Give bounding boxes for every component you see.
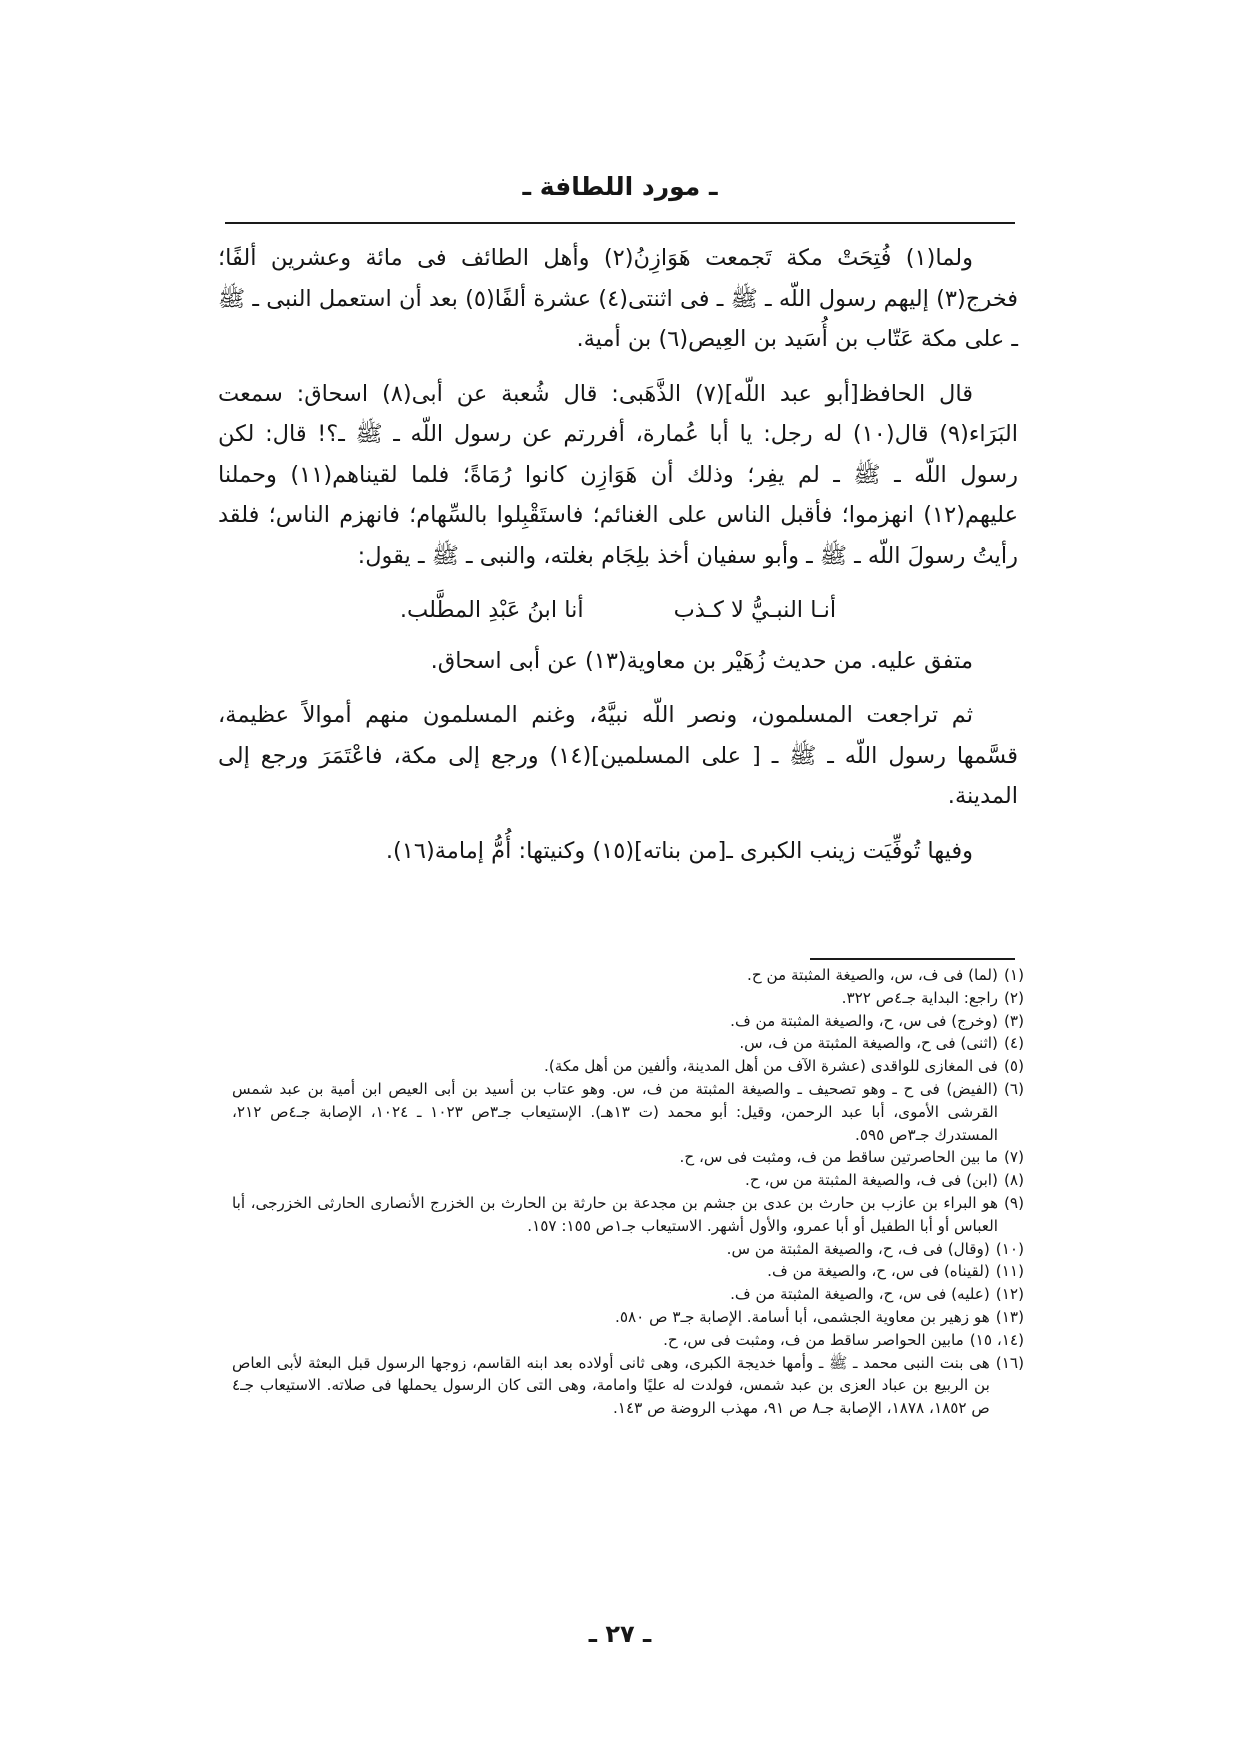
footnote-number: (١٦) [995,1353,1024,1372]
footnote-8 [232,1169,1024,1192]
footnote-text: هو زهير بن معاوية الجشمى، أبا أسامة. الإصابة جـ٣ ص ٥٨٠. [615,1307,990,1326]
footnote-text: (عليه) فى س، ح، والصيغة المثبتة من ف. [730,1285,990,1304]
footnote-text: (ابن) فى ف، والصيغة المثبتة من س، ح. [745,1171,998,1190]
footnote-number: (٤) [1003,1034,1024,1053]
footnote-number: (١٤، ١٥) [969,1330,1024,1349]
paragraph-5: وفيها تُوفِّيَت زينب الكبرى ـ[من بناته](١٥) وكنيتها: أُمُّ إمامة(١٦). [385,837,973,864]
footnote-10 [232,1238,1024,1261]
footnote-text: هو البراء بن عازب بن حارث بن عدى بن جشم بن مجدعة بن حارثة بن الحارث بن الخزرج الأنصارى الحارثى الخزرجى، أبا العباس أو أبا الطفيل أو أبا عمرو، والأول أشهر. الاستيعاب جـ١ص ١٥٥: ١٥٧. [232,1193,998,1235]
footnote-12 [232,1283,1024,1306]
verse-hemistich-left: أنا ابنُ عَبْدِ المطَّلب. [399,597,584,623]
footnote-number: (١) [1003,966,1024,984]
page-number: ـ ٢٧ ـ [588,1620,652,1648]
footnote-number: (١٣) [995,1307,1024,1326]
footnote-divider [810,958,1015,960]
verse-line [218,590,1018,631]
footnote-11 [232,1260,1024,1283]
footnote-9 [232,1192,1024,1238]
footnote-text: فى المغازى للواقدى (عشرة الآف من أهل المدينة، وألفين من أهل مكة). [544,1057,998,1076]
footnote-number: (١٠) [995,1239,1024,1258]
footnote-text: هى بنت النبى محمد ـ ﷺ ـ وأمها خديجة الكبرى، وهى ثانى أولاده بعد ابنه القاسم، زوجها الرسول قبل البعثة لأبى العاص بن الربيع بن عباد العزى بن عبد شمس، فولدت له عليًا وامامة، وهى التى كان الرسول يحملها فى صلاته. الاستيعاب جـ٤ ص ١٨٥٢، ١٨٧٨، الإصابة جـ٨ ص ٩١، مهذب الروضة ص ١٤٣. [232,1353,990,1418]
footnote-text: (لقيناه) فى س، ح، والصيغة من ف. [767,1262,990,1281]
header-divider [225,222,1015,224]
footnote-14-15 [232,1329,1024,1352]
footnote-text: ما بين الحاصرتين ساقط من ف، ومثبت فى س، ح. [679,1148,998,1167]
footnote-number: (٢) [1003,988,1024,1007]
footnote-text: (اثنى) فى ح، والصيغة المثبتة من ف، س. [739,1034,998,1053]
footnote-text: راجع: البداية جـ٤ص ٣٢٢. [841,988,998,1007]
footnote-number: (١٢) [995,1285,1024,1304]
footnotes [232,964,1024,1420]
footnote-5 [232,1055,1024,1078]
footnote-number: (٨) [1003,1171,1024,1190]
main-text [218,238,1018,885]
footnote-text: (لما) فى ف، س، والصيغة المثبتة من ح. [747,966,998,984]
paragraph-2: قال الحافظ[أبو عبد اللّه](٧) الذَّهَبى: قال شُعبة عن أبى(٨) اسحاق: سمعت البَرَاء(٩) قال(١٠) له رجل: يا أبا عُمارة، أفررتم عن رسول اللّه ـ ﷺ ـ؟! قال: لكن رسول اللّه ـ ﷺ ـ لم يفِر؛ وذلك أن هَوَازِن كانوا رُمَاةً؛ فلما لقيناهم(١١) وحملنا عليهم(١٢) انهزموا؛ فأقبل الناس على الغنائم؛ فاستَقْبِلوا بالسِّهام؛ فانهزم الناس؛ فلقد رأيتُ رسولَ اللّه ـ ﷺ ـ وأبو سفيان أخذ بلِجَام بغلته، والنبى ـ ﷺ ـ يقول: [218,380,1018,569]
footnote-6 [232,1078,1024,1146]
footnote-7 [232,1146,1024,1169]
footnote-number: (٣) [1003,1011,1024,1030]
verse-hemistich-right: أنـا النبـيُّ لا كـذب [673,597,837,623]
footnote-text: مابين الحواصر ساقط من ف، ومثبت فى س، ح. [663,1330,964,1349]
paragraph-1: ولما(١) فُتِحَتْ مكة تَجمعت هَوَازِنُ(٢) وأهل الطائف فى مائة وعشرين ألفًا؛ فخرج(٣) إليهم رسول اللّه ـ ﷺ ـ فى اثنتى(٤) عشرة ألفًا(٥) بعد أن استعمل النبى ـ ﷺ ـ على مكة عَتّاب بن أُسَيد بن العِيص(٦) بن أمية. [218,245,1019,352]
footnote-16 [232,1352,1024,1420]
footnote-1 [232,964,1024,987]
footnote-text: (وخرج) فى س، ح، والصيغة المثبتة من ف. [730,1011,998,1030]
footnote-13 [232,1306,1024,1329]
footnote-3 [232,1010,1024,1033]
footnote-number: (١١) [995,1262,1024,1281]
running-header: ـ مورد اللطافة ـ [522,172,718,201]
footnote-4 [232,1032,1024,1055]
footnote-text: (وقال) فى ف، ح، والصيغة المثبتة من س. [726,1239,990,1258]
footnote-number: (٧) [1003,1148,1024,1167]
footnote-number: (٦) [1003,1079,1024,1098]
footnote-number: (٥) [1003,1057,1024,1076]
paragraph-4: ثم تراجعت المسلمون، ونصر اللّه نبيَّهُ، وغنم المسلمون منهم أموالاً عظيمة، قسَّمها رسول اللّه ـ ﷺ ـ [ على المسلمين](١٤) ورجع إلى مكة، فاعْتَمَرَ ورجع إلى المدينة. [218,702,1018,809]
footnote-number: (٩) [1003,1193,1024,1212]
paragraph-3: متفق عليه. من حديث زُهَيْر بن معاوية(١٣) عن أبى اسحاق. [430,647,973,674]
footnote-text: (الفيض) فى ح ـ وهو تصحيف ـ والصيغة المثبتة من ف، س. وهو عتاب بن أسيد بن أبى العيص ابن أمية بن عبد شمس القرشى الأموى، أبا عبد الرحمن، وقيل: أبو محمد (ت ١٣هـ). الإستيعاب جـ٣ص ١٠٢٣ ـ ١٠٢٤، الإصابة جـ٤ص ٢١٢، المستدرك جـ٣ص ٥٩٥. [232,1079,998,1144]
footnote-2 [232,987,1024,1010]
